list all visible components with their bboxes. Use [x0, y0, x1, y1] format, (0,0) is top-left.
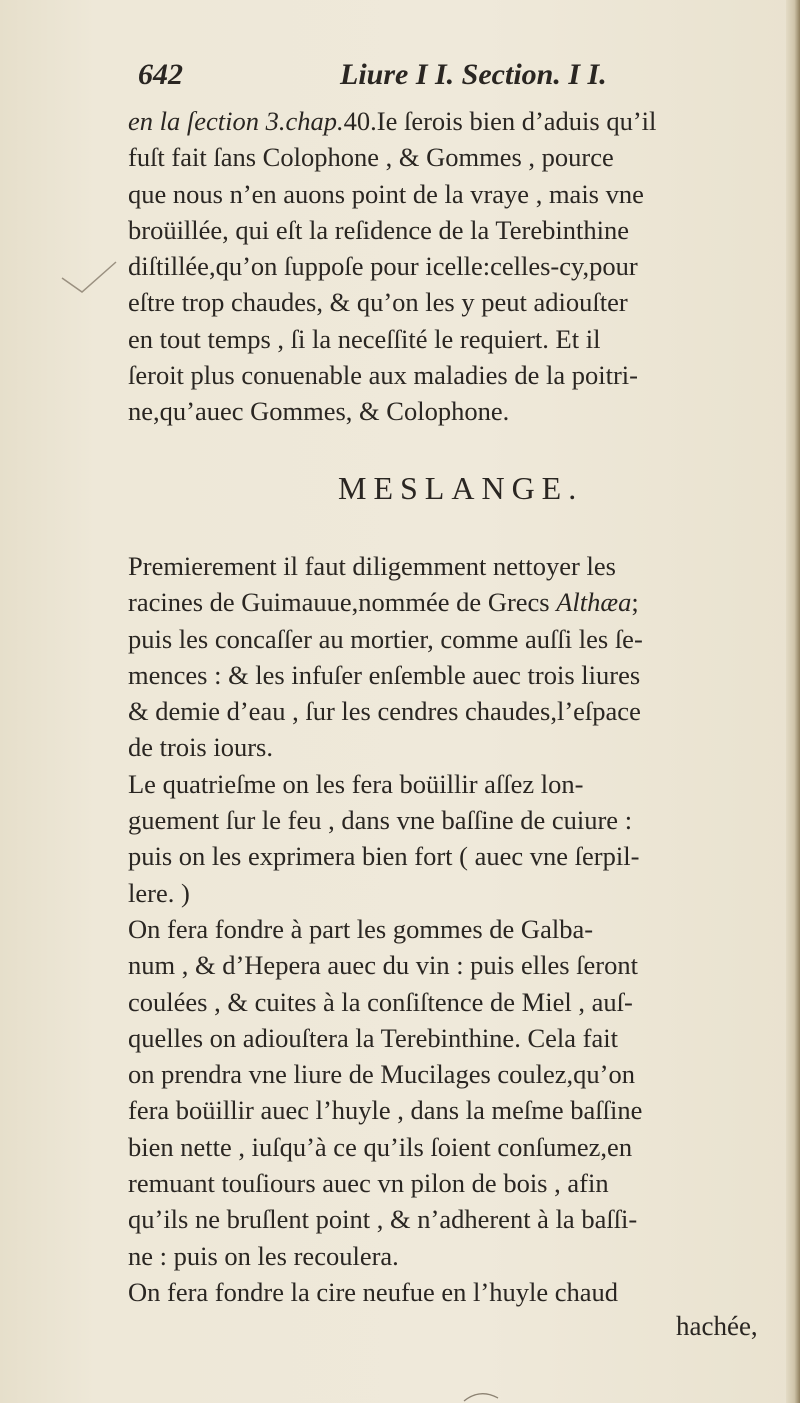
text-span: broüillée, qui eſt la reſidence de la Terebinthine — [128, 214, 629, 245]
text-span: fera boüillir auec l’huyle , dans la meſme baſſine — [128, 1095, 643, 1126]
bottom-curl-mark — [462, 1388, 502, 1403]
italic-text: en la ſection 3.chap. — [128, 106, 344, 136]
text-span: ; — [631, 587, 639, 618]
text-line — [128, 1056, 796, 1092]
text-span: de trois iours. — [128, 732, 273, 763]
text-line — [128, 548, 796, 584]
text-line — [128, 1092, 796, 1128]
text-line — [128, 766, 796, 802]
text-line — [128, 947, 796, 983]
text-span: quelles on adiouſtera la Terebinthine. Cela fait — [128, 1022, 618, 1053]
text-line — [128, 657, 796, 693]
text-span: puis les concaſſer au mortier, comme auſſi les ſe- — [128, 623, 643, 654]
text-line — [128, 357, 796, 393]
text-span: fuſt fait ſans Colophone , & Gommes , pource — [128, 142, 614, 173]
page-number: 642 — [138, 58, 183, 91]
text-span: Premierement il faut diligemment nettoyer les — [128, 551, 616, 581]
text-span: Le quatrieſme on les fera boüillir aſſez lon- — [128, 768, 584, 799]
text-line — [128, 584, 796, 620]
text-line — [128, 729, 796, 765]
text-line — [128, 984, 796, 1020]
catchword: hachée, — [676, 1311, 758, 1341]
text-span: racines de Guimauue,nommée de Grecs — [128, 587, 557, 618]
text-line — [128, 176, 796, 212]
text-line — [128, 1238, 796, 1274]
text-span: ne : puis on les recoulera. — [128, 1240, 399, 1271]
margin-check-mark — [60, 258, 120, 298]
running-title: Liure I I. Section. I I. — [340, 58, 607, 91]
text-line — [128, 875, 796, 911]
text-span: On fera fondre à part les gommes de Galba- — [128, 913, 594, 944]
text-line — [128, 321, 796, 357]
text-line — [128, 693, 796, 729]
text-span: on prendra vne liure de Mucilages coulez,qu’on — [128, 1059, 635, 1090]
italic-text: Althæa — [556, 587, 632, 618]
text-span: remuant touſiours auec vn pilon de bois , afin — [128, 1168, 609, 1199]
text-span: num , & d’Hepera auec du vin : puis elles ſeront — [128, 950, 638, 981]
text-line — [128, 284, 796, 320]
text-span: puis on les exprimera bien fort ( auec vne ſerpil- — [128, 841, 640, 872]
text-line — [128, 911, 796, 947]
text-span: mences : & les infuſer enſemble auec trois liures — [128, 659, 641, 690]
text-span: diſtillée,qu’on ſuppoſe pour icelle:celles-cy,pour — [128, 251, 638, 282]
text-line — [128, 1020, 796, 1056]
text-span: & demie d’eau , ſur les cendres chaudes,l’eſpace — [128, 696, 641, 727]
text-span: On fera fondre la cire neufue en l’huyle chaud — [128, 1276, 619, 1307]
text-line — [128, 1165, 796, 1201]
text-span: eſtre trop chaudes, & qu’on les y peut adiouſter — [128, 287, 628, 318]
paragraph-meslange — [128, 548, 796, 1310]
text-span: ſeroit plus conuenable aux maladies de la poitri- — [128, 360, 638, 391]
paragraph-colophone-note — [128, 103, 796, 430]
text-span: bien nette , iuſqu’à ce qu’ils ſoient conſumez,en — [128, 1131, 633, 1162]
text-span: que nous n’en auons point de la vraye , mais vne — [128, 178, 644, 209]
section-heading: MESLANGE. — [338, 470, 584, 506]
text-span: en tout temps , ſi la neceſſité le requiert. Et il — [128, 323, 601, 354]
text-span: qu’ils ne bruſlent point , & n’adherent à la baſſi- — [128, 1204, 638, 1235]
text-line — [128, 248, 796, 284]
text-span: ne,qu’auec Gommes, & Colophone. — [128, 396, 510, 427]
text-span: coulées , & cuites à la conſiſtence de Miel , auſ- — [128, 986, 633, 1017]
text-span: 40.Ie ſerois bien d’aduis qu’il — [343, 106, 657, 136]
text-line — [128, 802, 796, 838]
text-span: guement ſur le feu , dans vne baſſine de cuiure : — [128, 805, 633, 836]
text-line — [128, 1129, 796, 1165]
page-header — [138, 58, 658, 102]
text-line — [128, 838, 796, 874]
text-line — [128, 1201, 796, 1237]
text-line — [128, 212, 796, 248]
text-line — [128, 621, 796, 657]
text-line — [128, 103, 796, 139]
text-line — [128, 393, 796, 429]
text-line — [128, 139, 796, 175]
text-line — [128, 1274, 796, 1310]
text-span: lere. ) — [128, 877, 190, 908]
